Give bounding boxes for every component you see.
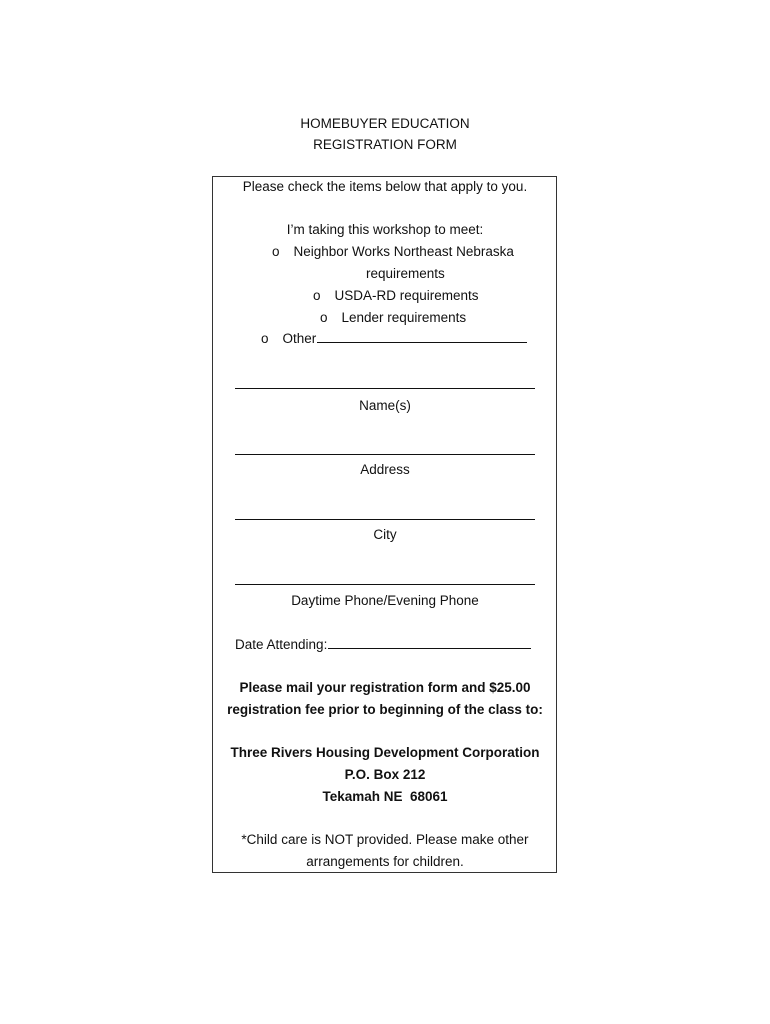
option-label: Other [282,331,317,346]
option-label: Neighbor Works Northeast Nebraska [293,244,514,259]
mail-notice-line2: registration fee prior to beginning of the class to: [227,702,543,717]
names-fill-line[interactable] [235,388,535,389]
childcare-note-line2: arrangements for children. [306,854,464,869]
mail-notice-line1: Please mail your registration form and $25.00 [239,680,531,695]
names-label: Name(s) [359,398,411,413]
option-neighbor-works-cont: requirements [366,266,445,281]
phone-fill-line[interactable] [235,584,535,585]
option-lender[interactable] [320,308,466,328]
option-usda[interactable] [313,286,479,306]
address-fill-line[interactable] [235,454,535,455]
option-label: Lender requirements [341,310,467,325]
option-neighbor-works[interactable] [272,242,514,262]
city-label: City [373,527,397,542]
date-fill-line[interactable] [328,648,531,649]
instruction-text: Please check the items below that apply to you. [242,179,528,194]
city-fill-line[interactable] [235,519,535,520]
date-attending-field[interactable] [235,635,531,655]
option-label: USDA-RD requirements [334,288,479,303]
option-other[interactable] [261,329,527,349]
workshop-prompt: I’m taking this workshop to meet: [286,222,484,237]
other-fill-line[interactable] [317,342,527,343]
mailing-org-name: Three Rivers Housing Development Corporation [230,745,540,760]
checkbox-bullet-icon[interactable]: o [272,244,280,259]
mailing-po-box: P.O. Box 212 [344,767,426,782]
checkbox-bullet-icon[interactable]: o [320,310,328,325]
date-attending-label: Date Attending: [235,637,328,652]
checkbox-bullet-icon[interactable]: o [261,331,269,346]
form-title-line2: REGISTRATION FORM [313,137,457,152]
mailing-city-zip: Tekamah NE 68061 [322,789,448,804]
phone-label: Daytime Phone/Evening Phone [291,593,479,608]
address-label: Address [360,462,410,477]
form-title-line1: HOMEBUYER EDUCATION [300,116,470,131]
childcare-note-line1: *Child care is NOT provided. Please make other [241,832,529,847]
checkbox-bullet-icon[interactable]: o [313,288,321,303]
